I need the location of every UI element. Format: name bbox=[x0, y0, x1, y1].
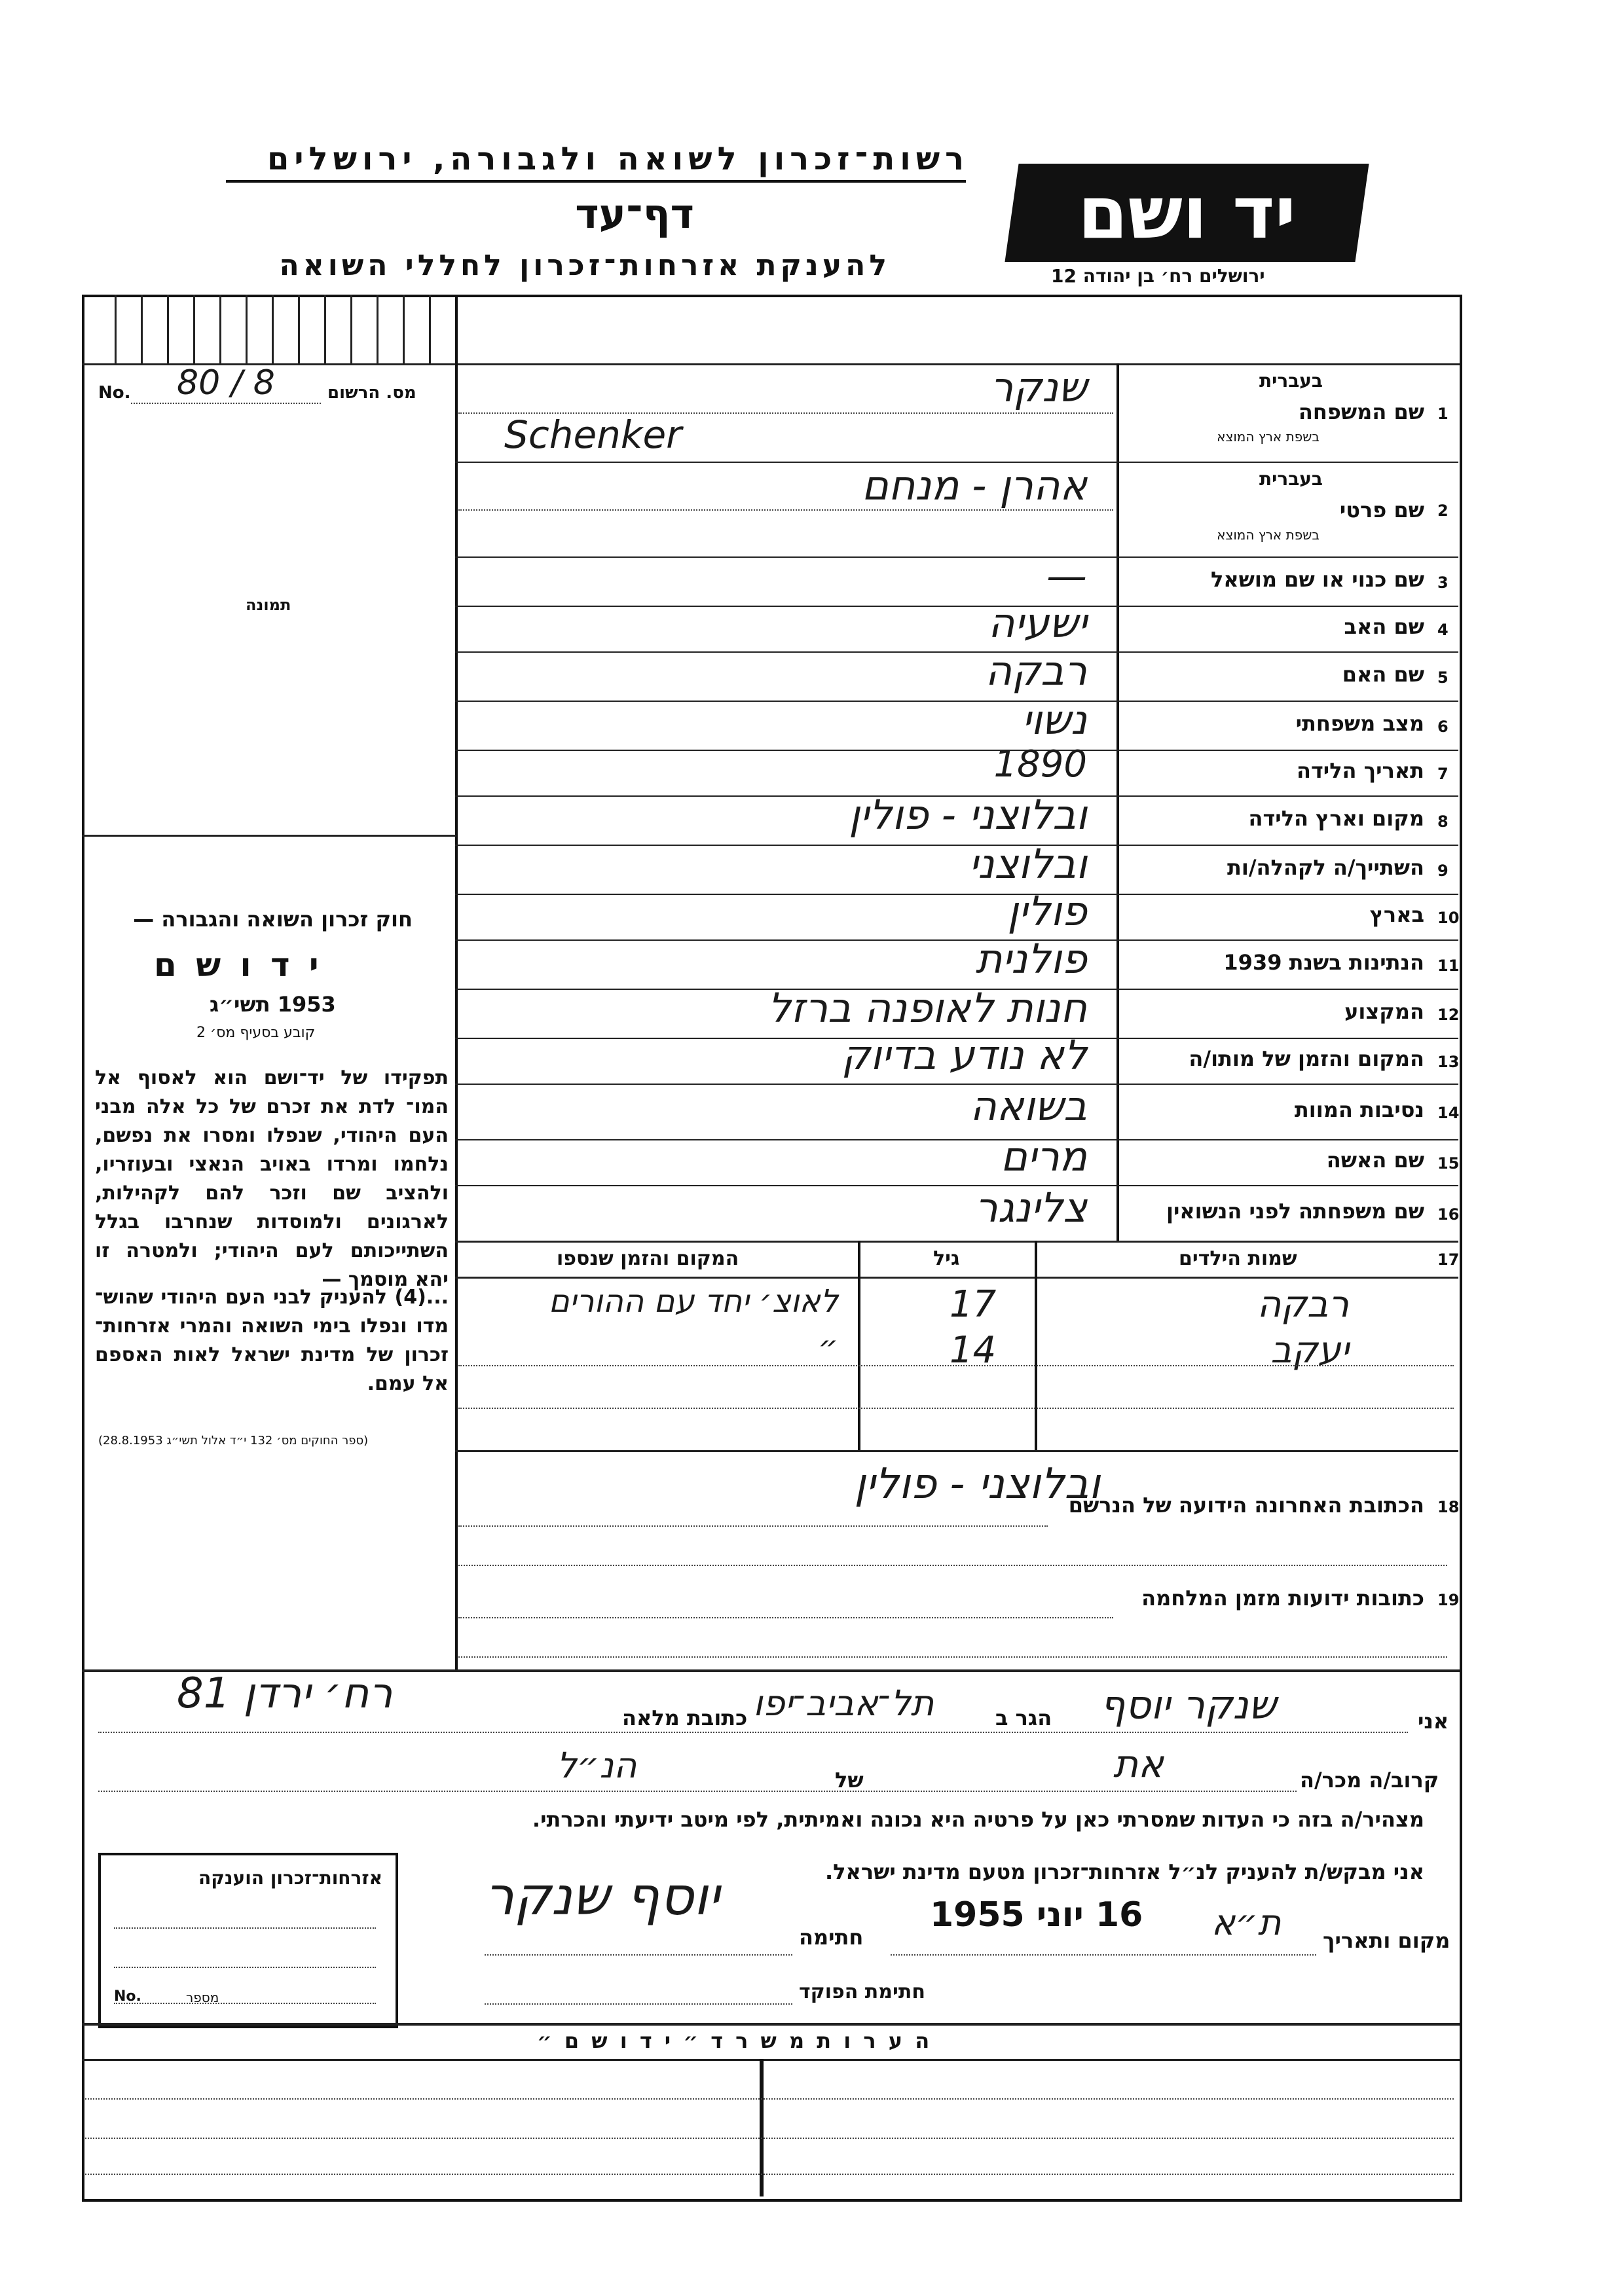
field-num: 8 bbox=[1437, 812, 1449, 831]
decl-signature: יוסף שנקר bbox=[485, 1866, 720, 1927]
child-age: 14 bbox=[950, 1329, 997, 1372]
decl-relation: את bbox=[1113, 1741, 1164, 1786]
registration-label: מס. הרשום bbox=[327, 383, 416, 403]
field-18-num: 18 bbox=[1437, 1498, 1460, 1516]
field-18-value: ובלוצני - פולין bbox=[854, 1460, 1100, 1508]
notes-top-line bbox=[82, 2023, 1460, 2026]
field-sub-hebrew: בעברית bbox=[1259, 370, 1323, 392]
field-value: — bbox=[1046, 551, 1087, 600]
field-separator bbox=[455, 651, 1458, 653]
children-col-divider bbox=[858, 1241, 860, 1450]
children-row-dots bbox=[458, 1408, 1454, 1409]
decl-address: רח׳ ירדן 81 bbox=[177, 1669, 393, 1718]
decl-statement-1: מצהיר/ה בזה כי העדות שמסרתי כאן על פרטיה היא נכונה ואמיתית, לפי מיטב ידיעתי והכרתי. bbox=[532, 1807, 1424, 1832]
box-divider bbox=[115, 295, 117, 363]
field-19-dots bbox=[458, 1617, 1113, 1618]
field-value: פולנית bbox=[975, 934, 1087, 983]
field-value: פולין bbox=[1007, 887, 1087, 935]
decl-city: תל־אביב־יפו bbox=[753, 1683, 934, 1724]
decl-date: 16 יוני 1955 bbox=[930, 1895, 1143, 1935]
field-num: 3 bbox=[1437, 573, 1449, 592]
field-separator bbox=[455, 1139, 1458, 1140]
field-num: 14 bbox=[1437, 1103, 1460, 1122]
box-divider bbox=[193, 295, 195, 363]
field-num: 12 bbox=[1437, 1005, 1460, 1024]
decl-relation-label: קרוב/ה מכר/ה bbox=[1300, 1768, 1439, 1793]
field-label: המקום והזמן של מותו/ה bbox=[1189, 1046, 1424, 1071]
decl-of-label: של bbox=[835, 1768, 864, 1793]
registration-dots bbox=[131, 403, 321, 404]
left-column-divider bbox=[455, 295, 458, 1669]
form-subtitle: להענקת אזרחות־זכרון לחללי השואה bbox=[279, 249, 891, 282]
field-label: מקום וארץ הלידה bbox=[1248, 805, 1424, 831]
field-num: 1 bbox=[1437, 405, 1449, 423]
field-label: שם האשה bbox=[1326, 1148, 1424, 1173]
field-value: בשואה bbox=[970, 1082, 1087, 1130]
field-18-label: הכתובת האחרונה הידועה של הנרשם bbox=[1068, 1493, 1424, 1518]
field-value: אהרן - מנחם bbox=[861, 462, 1087, 509]
award-dots-1 bbox=[114, 1927, 376, 1929]
field-separator bbox=[455, 939, 1458, 941]
field-value: שנקר bbox=[990, 363, 1087, 411]
field-num: 13 bbox=[1437, 1053, 1460, 1071]
field-18-dots bbox=[458, 1525, 1048, 1527]
field-num: 10 bbox=[1437, 909, 1460, 927]
field-separator bbox=[455, 845, 1458, 846]
decl-clerk-dots bbox=[485, 2003, 792, 2005]
field-num: 15 bbox=[1437, 1154, 1460, 1173]
field-separator bbox=[455, 894, 1458, 895]
authority-title: רשות־זכרון לשואה ולגבורה, ירושלים bbox=[267, 141, 969, 177]
children-col-divider bbox=[1035, 1241, 1037, 1450]
decl-place-date-label: מקום ותאריך bbox=[1323, 1928, 1450, 1953]
decl-clerk-label: חתימת הפוקד bbox=[799, 1980, 925, 2003]
yad-vashem-logo bbox=[1005, 164, 1369, 262]
field-label: המקצוע bbox=[1344, 998, 1424, 1024]
decl-of: הנ״ל bbox=[557, 1745, 637, 1786]
decl-place: ת״א bbox=[1211, 1902, 1282, 1943]
field-label: תאריך הלידה bbox=[1296, 758, 1424, 783]
decl-statement-2: אני מבקש/ת להעניק לנ״ל אזרחות־זכרון מטעם מדינת ישראל. bbox=[825, 1859, 1424, 1884]
authority-underline bbox=[226, 180, 966, 183]
box-divider bbox=[377, 295, 378, 363]
field-value: רבקה bbox=[985, 646, 1087, 695]
field-value: מרים bbox=[1000, 1133, 1087, 1180]
label-column-divider bbox=[1116, 363, 1119, 1241]
field-value-origin: Schenker bbox=[504, 412, 682, 457]
law-name: י ד ו ש ם bbox=[154, 946, 323, 984]
box-divider bbox=[167, 295, 169, 363]
field-value: נשוי bbox=[1022, 695, 1087, 744]
child-name: יעקב bbox=[1270, 1329, 1349, 1372]
law-footnote: (ספר החוקים מס׳ 132 י״ד אלול תשי״ג 28.8.1953) bbox=[98, 1434, 369, 1448]
field-num: 11 bbox=[1437, 956, 1460, 975]
box-divider bbox=[350, 295, 352, 363]
child-age: 17 bbox=[950, 1283, 997, 1326]
decl-date-dots bbox=[891, 1954, 1316, 1956]
decl-signature-label: חתימה bbox=[799, 1925, 864, 1950]
field-separator bbox=[455, 1084, 1458, 1085]
award-dots-3 bbox=[114, 2003, 376, 2004]
notes-dots-2 bbox=[85, 2138, 1454, 2139]
field-label: שם האם bbox=[1342, 661, 1424, 687]
field-separator bbox=[455, 1185, 1458, 1186]
photo-label: תמונה bbox=[246, 596, 291, 614]
box-divider bbox=[298, 295, 300, 363]
children-header-age: גיל bbox=[933, 1247, 960, 1270]
field-label: שם משפחתה לפני הנשואין bbox=[1166, 1198, 1424, 1224]
field-label: שם המשפחה bbox=[1298, 399, 1424, 424]
field-label: השתייך/ה לקהלה/ות bbox=[1227, 854, 1424, 880]
award-dots-2 bbox=[114, 1967, 376, 1968]
award-box bbox=[98, 1853, 398, 2028]
children-header-place: המקום והזמן שנספו bbox=[557, 1247, 739, 1270]
decl-name: שנקר יוסף bbox=[1100, 1683, 1277, 1728]
field-mid-dots bbox=[458, 509, 1113, 511]
field-value: חנות לאופנה ברזל bbox=[767, 983, 1087, 1032]
top-strip-line bbox=[82, 363, 1460, 365]
field-num: 7 bbox=[1437, 765, 1449, 783]
decl-resident-label: הגר ב bbox=[995, 1705, 1052, 1730]
decl-address-label: כתובת מלאה bbox=[622, 1705, 748, 1730]
children-num: 17 bbox=[1437, 1250, 1460, 1269]
child-place: לאוצ׳ יחד עם ההורים bbox=[548, 1283, 838, 1320]
notes-divider bbox=[760, 2059, 764, 2196]
field-num: 2 bbox=[1437, 501, 1449, 520]
field-value: ובלוצני bbox=[969, 839, 1087, 888]
law-year: 1953 תשי״ג bbox=[210, 992, 336, 1017]
field-separator bbox=[455, 750, 1458, 751]
field-label: שם האב bbox=[1344, 614, 1424, 639]
law-text-2: ...(4) להעניק לבני העם היהודי שהוש־ מדו ונפלו בימי השואה והמרי אזרחות־ זכרון של מדינת ישראל לאות האספם אל עמם. bbox=[95, 1286, 449, 1395]
field-label: הנתינות בשנת 1939 bbox=[1223, 949, 1424, 975]
registration-number: 80 / 8 bbox=[177, 363, 275, 403]
field-label: שם כנוי או שם מושאל bbox=[1210, 566, 1424, 592]
law-section: קובע בסעיף מס׳ 2 bbox=[196, 1025, 316, 1041]
field-label: בארץ bbox=[1369, 902, 1424, 927]
field-separator bbox=[455, 701, 1458, 702]
notes-header-line bbox=[82, 2059, 1460, 2061]
field-19-dots-2 bbox=[458, 1656, 1447, 1658]
box-divider bbox=[246, 295, 248, 363]
form-title: דף־עד bbox=[575, 190, 694, 238]
field-19-num: 19 bbox=[1437, 1591, 1460, 1609]
field-value: צלינגר bbox=[974, 1183, 1087, 1231]
field-num: 5 bbox=[1437, 668, 1449, 687]
child-name: רבקה bbox=[1257, 1283, 1349, 1326]
box-divider bbox=[403, 295, 405, 363]
children-bottom-line bbox=[455, 1450, 1458, 1452]
box-divider bbox=[219, 295, 221, 363]
decl-signature-dots bbox=[485, 1954, 792, 1956]
field-mid-dots bbox=[458, 412, 1113, 414]
field-num: 6 bbox=[1437, 717, 1449, 736]
award-number-label: מספר bbox=[186, 1990, 219, 2005]
office-notes-title: ה ע ר ו ת מ ש ר ד ״ י ד ו ש ם ״ bbox=[537, 2028, 932, 2053]
children-row-dots bbox=[458, 1365, 1454, 1366]
children-top-line bbox=[455, 1241, 1458, 1243]
award-number-en: No. bbox=[114, 1988, 141, 2005]
field-label: שם פרטי bbox=[1339, 498, 1424, 522]
field-sub-hebrew: בעברית bbox=[1259, 468, 1323, 490]
award-title: אזרחות־זכרון הוענקה bbox=[198, 1867, 382, 1889]
box-divider bbox=[324, 295, 326, 363]
box-divider bbox=[141, 295, 143, 363]
field-sub-origin: בשפת ארץ המוצא bbox=[1217, 527, 1320, 543]
field-sub-origin: בשפת ארץ המוצא bbox=[1217, 429, 1320, 445]
logo-text: יד ושם bbox=[1077, 171, 1297, 255]
box-divider bbox=[272, 295, 274, 363]
field-num: 4 bbox=[1437, 621, 1449, 639]
notes-dots-3 bbox=[85, 2174, 1454, 2175]
decl-line-1-dots bbox=[98, 1732, 1408, 1733]
address: ירושלים רח׳ בן יהודה 12 bbox=[1051, 265, 1265, 287]
field-19-label: כתובות ידועות מזמן המלחמה bbox=[1141, 1586, 1424, 1611]
field-num: 9 bbox=[1437, 861, 1449, 880]
field-label: מצב משפחתי bbox=[1295, 710, 1424, 736]
law-text-1: תפקידו של יד־ושם הוא לאסוף אל המו־ לדת את זכרם של כל אלה מבני העם היהודי, שנפלו ומסרו את נפשם, נלחמו ומרדו באויב הנאצי ובעוזריו, ולהציב שם וזכר להם לקהילות, לארגונים ולמוסדות שנחרבו בגלל השתייכותם לעם היהודי; ולמטרה זו יהא מוסמך — bbox=[95, 1066, 449, 1291]
field-value: לא נודע בדיוק bbox=[841, 1031, 1087, 1079]
field-label: נסיבות המוות bbox=[1294, 1097, 1424, 1122]
field-separator bbox=[455, 606, 1458, 607]
photo-box-bottom bbox=[82, 835, 456, 837]
field-num: 16 bbox=[1437, 1205, 1460, 1224]
field-18-dots-2 bbox=[458, 1565, 1447, 1566]
registration-label-en: No. bbox=[98, 383, 131, 403]
law-title: חוק זכרון השואה והגבורה — bbox=[133, 907, 413, 932]
decl-ani-label: אני bbox=[1418, 1709, 1449, 1734]
field-value: ישעיה bbox=[988, 599, 1087, 647]
children-header-line bbox=[455, 1277, 1458, 1279]
children-header-names: שמות הילדים bbox=[1179, 1247, 1297, 1270]
child-place: ״ bbox=[818, 1329, 838, 1366]
box-divider bbox=[429, 295, 431, 363]
notes-dots-1 bbox=[85, 2098, 1454, 2100]
field-separator bbox=[455, 556, 1458, 558]
decl-line-2-dots bbox=[98, 1791, 1297, 1792]
field-value: ובלוצני - פולין bbox=[849, 790, 1087, 839]
field-value: 1890 bbox=[993, 743, 1087, 786]
